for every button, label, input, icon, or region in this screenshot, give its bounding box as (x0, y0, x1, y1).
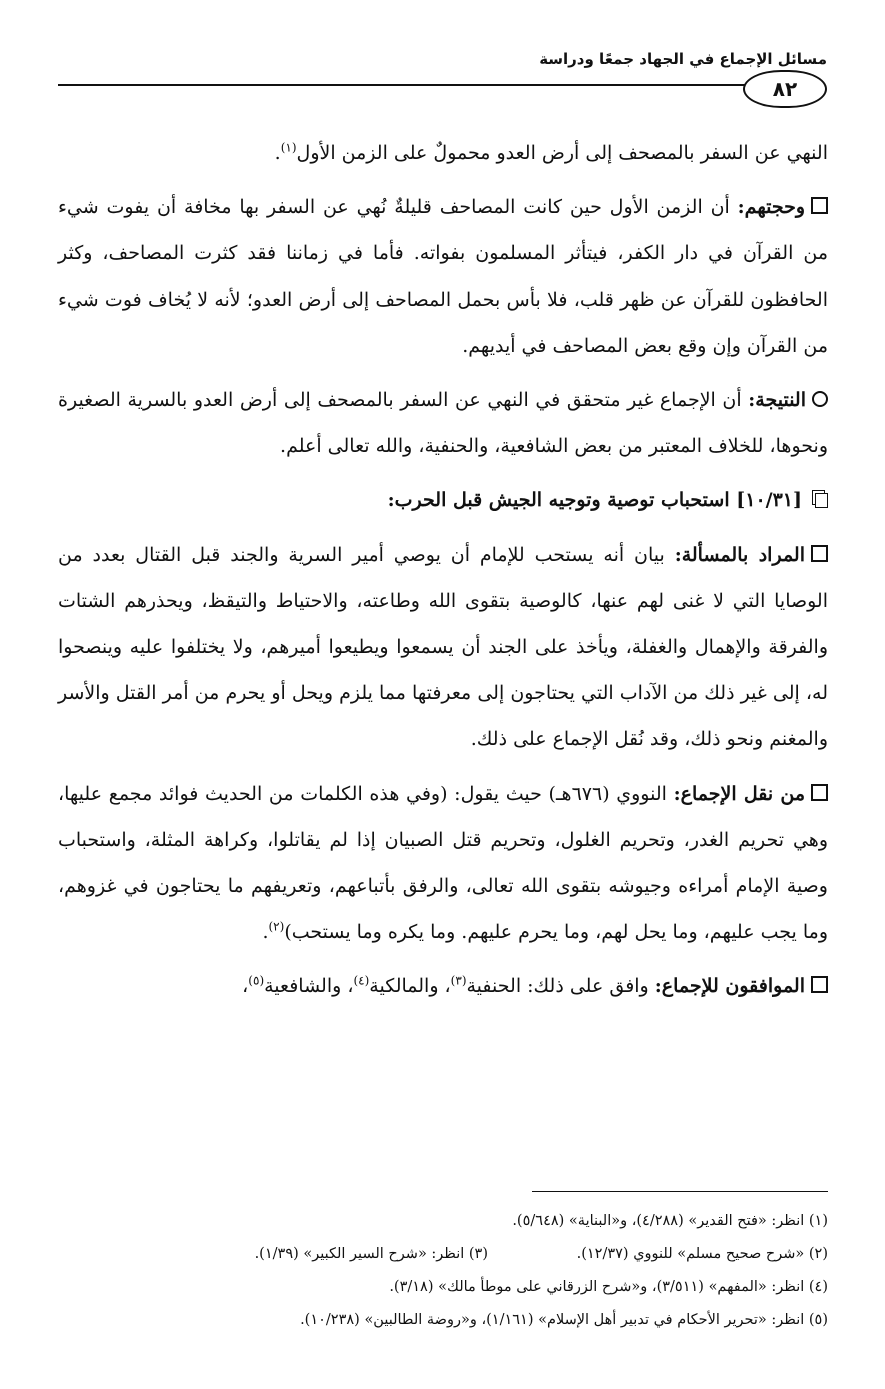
paragraph-2 (58, 184, 828, 369)
footnote-ref-4: (٤) (353, 974, 370, 989)
paragraph-6-text-a: وافق على ذلك: الحنفية (466, 975, 649, 998)
paragraph-4 (58, 532, 828, 763)
page-number: ٨٢ (743, 70, 827, 108)
paragraph-6-text-b: ، والمالكية (369, 975, 451, 998)
paragraph-4-label: المراد بالمسألة: (674, 543, 806, 566)
paragraph-6-label: الموافقون للإجماع: (654, 975, 805, 998)
section-heading-text: [١٠/٣١] استحباب توصية وتوجيه الجيش قبل الحرب: (387, 489, 802, 512)
paragraph-3-label: النتيجة: (748, 389, 806, 412)
body-text (58, 130, 828, 1018)
paragraph-3 (58, 377, 828, 469)
footnote-5: (٥) انظر: «تحرير الأحكام في تدبير أهل الإسلام» (١/١٦١)، و«روضة الطالبين» (١٠/٢٣٨). (300, 1312, 828, 1328)
footnote-ref-2: (٢) (268, 919, 285, 934)
paragraph-5-text: النووي (٦٧٦هـ) حيث يقول: (وفي هذه الكلمات من الحديث فوائد مجمع عليها، وهي تحريم الغدر، وتحريم الغلول، وتحريم قتل الصبيان إذا لم يقاتلوا، وكراهة المثلة، واستحباب وصية الإمام أمراءه وجيوشه بتقوى الله تعالى، والرفق بأتباعهم، وتعريفهم ما يحتاجون في غزوهم، وما يجب عليهم، وما يحل لهم، وما يحرم عليهم. وما يكره وما يستحب) (58, 782, 828, 944)
section-heading (58, 477, 828, 523)
paragraph-6 (58, 963, 828, 1009)
footnote-rule (532, 1191, 828, 1192)
header-rule (58, 84, 758, 86)
paragraph-1-end: . (274, 142, 281, 164)
paragraph-6-text-c: ، والشافعية (264, 975, 354, 998)
square-bullet-icon (811, 976, 828, 993)
footnote-ref-1: (١) (280, 140, 297, 155)
footnote-3: (٣) انظر: «شرح السير الكبير» (١/٣٩). (254, 1246, 488, 1262)
footnote-ref-3: (٣) (450, 974, 467, 989)
paragraph-5-end: . (262, 921, 269, 944)
paragraph-5-label: من نقل الإجماع: (673, 782, 805, 805)
square-bullet-icon (811, 197, 828, 214)
footnotes (58, 1205, 828, 1337)
footnote-1: (١) انظر: «فتح القدير» (٤/٢٨٨)، و«البناية» (٥/٦٤٨). (512, 1213, 828, 1229)
paragraph-1-text: النهي عن السفر بالمصحف إلى أرض العدو محمولٌ على الزمن الأول (296, 142, 828, 164)
paragraph-1 (58, 130, 828, 176)
paragraph-3-text: أن الإجماع غير متحقق في النهي عن السفر بالمصحف إلى أرض العدو بالسرية الصغيرة ونحوها، للخلاف المعتبر من بعض الشافعية، والحنفية، والله تعالى أعلم. (58, 389, 828, 458)
circle-bullet-icon (812, 391, 828, 407)
paragraph-2-label: وحجتهم: (737, 196, 806, 219)
footnote-ref-5: (٥) (248, 974, 265, 989)
footnote-4: (٤) انظر: «المفهم» (٣/٥١١)، و«شرح الزرقاني على موطأ مالك» (٣/١٨). (389, 1279, 828, 1295)
documents-icon (812, 490, 828, 508)
footnote-2: (٢) «شرح صحيح مسلم» للنووي (١٢/٣٧). (576, 1246, 828, 1262)
square-bullet-icon (811, 784, 828, 801)
square-bullet-icon (811, 545, 828, 562)
paragraph-6-end: ، (242, 975, 249, 998)
paragraph-5 (58, 771, 828, 956)
running-title: مسائل الإجماع في الجهاد جمعًا ودراسة (539, 50, 827, 68)
paragraph-2-text: أن الزمن الأول حين كانت المصاحف قليلةٌ نُهي عن السفر بها مخافة أن يفوت شيء من القرآن في دار الكفر، فيتأثر المسلمون بفواته. فأما في زماننا فقد كثرت المصاحف، وكثر الحافظون للقرآن عن ظهر قلب، فلا بأس بحمل المصاحف إلى أرض العدو؛ لأنه لا يُخاف فوت شيء من القرآن وإن وقع بعض المصاحف في أيديهم. (58, 196, 828, 357)
paragraph-4-text: بيان أنه يستحب للإمام أن يوصي أمير السرية والجند قبل القتال بعدد من الوصايا التي لا غنى لهم عنها، كالوصية بتقوى الله وطاعته، والاحتياط والتيقظ، ويحذرهم الشتات والفرقة والإهمال والغفلة، ويأخذ على الجند أن يسمعوا ويطيعوا أميرهم، ولا يختلفوا عليه وينصحوا له، إلى غير ذلك من الآداب التي يحتاجون إلى معرفتها مما يلزم ويحل أو يحرم من أمر القتل والأسر والمغنم ونحو ذلك، وقد نُقل الإجماع على ذلك. (58, 543, 828, 751)
footnote-row-2-3 (58, 1238, 828, 1271)
